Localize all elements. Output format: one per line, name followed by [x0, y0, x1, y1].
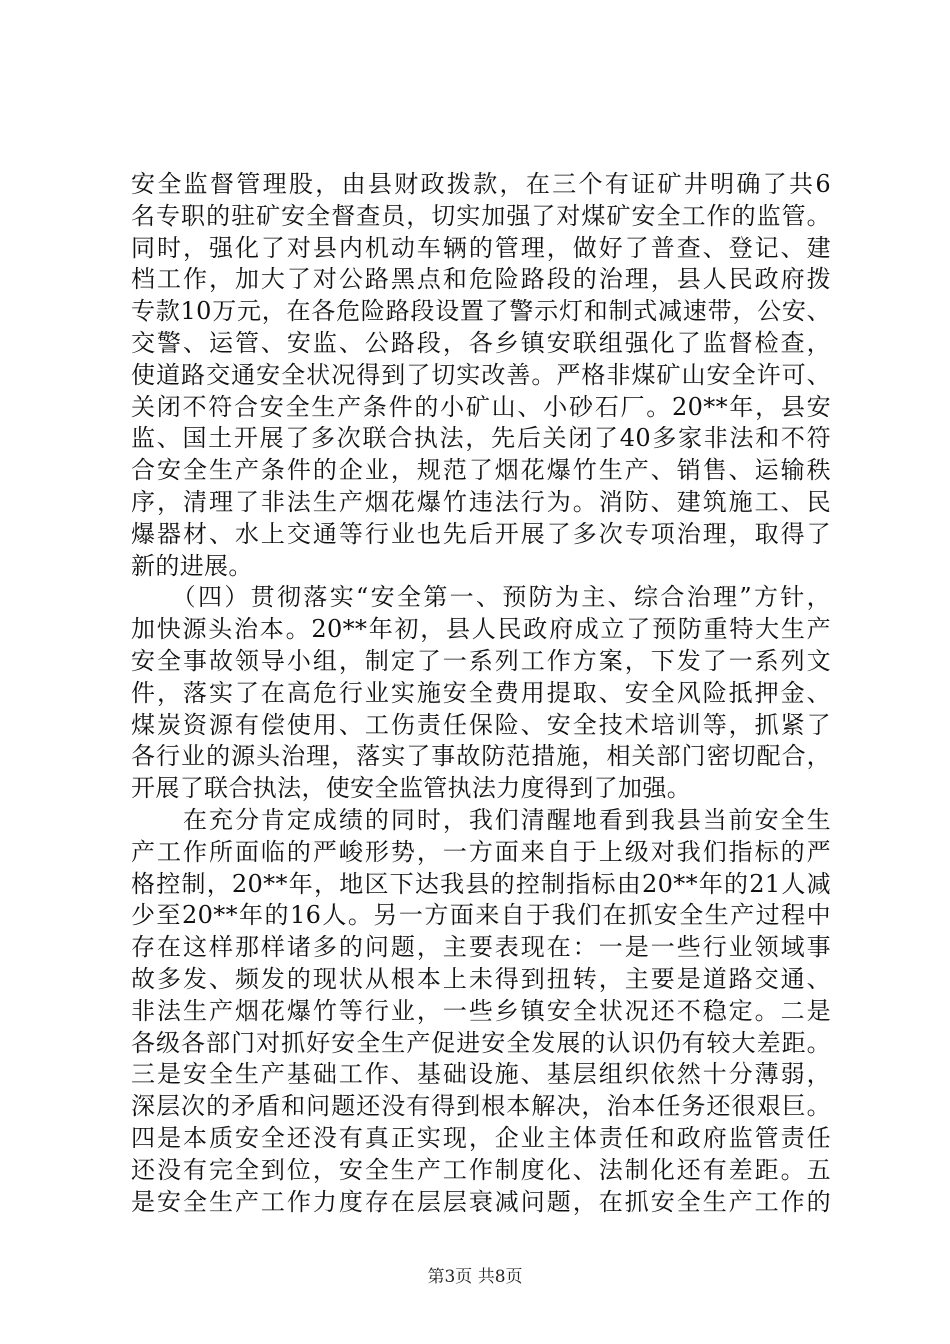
text-line: 是安全生产工作力度存在层层衰减问题，在抓安全生产工作的 [131, 1187, 831, 1216]
text-line: 在充分肯定成绩的同时，我们清醒地看到我县当前安全生 [131, 805, 831, 834]
text-line: 四是本质安全还没有真正实现，企业主体责任和政府监管责任 [131, 1123, 831, 1152]
text-line: 煤炭资源有偿使用、工伤责任保险、安全技术培训等，抓紧了 [131, 710, 831, 739]
text-line: 存在这样那样诸多的问题，主要表现在：一是一些行业领域事 [131, 933, 831, 962]
text-line: 新的进展。 [131, 551, 253, 580]
text-line: 交警、运管、安监、公路段，各乡镇安联组强化了监督检查， [131, 328, 831, 357]
text-line: 安全监督管理股，由县财政拨款，在三个有证矿井明确了共6 [131, 170, 831, 198]
text-line: 各级各部门对抓好安全生产促进安全发展的认识仍有较大差距。 [131, 1028, 831, 1057]
text-line: 还没有完全到位，安全生产工作制度化、法制化还有差距。五 [131, 1155, 831, 1184]
text-line: 格控制，20**年，地区下达我县的控制指标由20**年的21人减 [131, 869, 831, 898]
text-line: 名专职的驻矿安全督查员，切实加强了对煤矿安全工作的监管。 [131, 201, 831, 230]
text-line: 非法生产烟花爆竹等行业，一些乡镇安全状况还不稳定。二是 [131, 996, 831, 1025]
body-text [131, 169, 831, 1218]
text-line: 专款10万元，在各危险路段设置了警示灯和制式减速带，公安、 [131, 297, 831, 326]
text-line: 档工作，加大了对公路黑点和危险路段的治理，县人民政府拨 [131, 265, 831, 294]
text-line: 监、国土开展了多次联合执法，先后关闭了40多家非法和不符 [131, 424, 831, 453]
text-line: 使道路交通安全状况得到了切实改善。严格非煤矿山安全许可、 [131, 360, 831, 389]
text-line: 同时，强化了对县内机动车辆的管理，做好了普查、登记、建 [131, 233, 831, 262]
text-line: 加快源头治本。20**年初，县人民政府成立了预防重特大生产 [131, 615, 831, 644]
text-line: 各行业的源头治理，落实了事故防范措施，相关部门密切配合， [131, 742, 831, 771]
text-line: （四）贯彻落实“安全第一、预防为主、综合治理”方针， [131, 583, 831, 612]
text-line: 深层次的矛盾和问题还没有得到根本解决，治本任务还很艰巨。 [131, 1092, 831, 1121]
text-line: 安全事故领导小组，制定了一系列工作方案，下发了一系列文 [131, 646, 831, 675]
page-footer: 第3页 共8页 [427, 1267, 523, 1287]
text-line: 序，清理了非法生产烟花爆竹违法行为。消防、建筑施工、民 [131, 487, 831, 516]
text-line: 关闭不符合安全生产条件的小矿山、小砂石厂。20**年，县安 [131, 392, 831, 421]
text-line: 合安全生产条件的企业，规范了烟花爆竹生产、销售、运输秩 [131, 456, 831, 485]
text-line: 开展了联合执法，使安全监管执法力度得到了加强。 [131, 774, 692, 803]
text-line: 三是安全生产基础工作、基础设施、基层组织依然十分薄弱， [131, 1060, 831, 1089]
text-line: 爆器材、水上交通等行业也先后开展了多次专项治理，取得了 [131, 519, 831, 548]
text-line: 件，落实了在高危行业实施安全费用提取、安全风险抵押金、 [131, 678, 831, 707]
text-line: 少至20**年的16人。另一方面来自于我们在抓安全生产过程中 [131, 901, 831, 930]
text-line: 产工作所面临的严峻形势，一方面来自于上级对我们指标的严 [131, 837, 831, 866]
text-line: 故多发、频发的现状从根本上未得到扭转，主要是道路交通、 [131, 964, 831, 993]
